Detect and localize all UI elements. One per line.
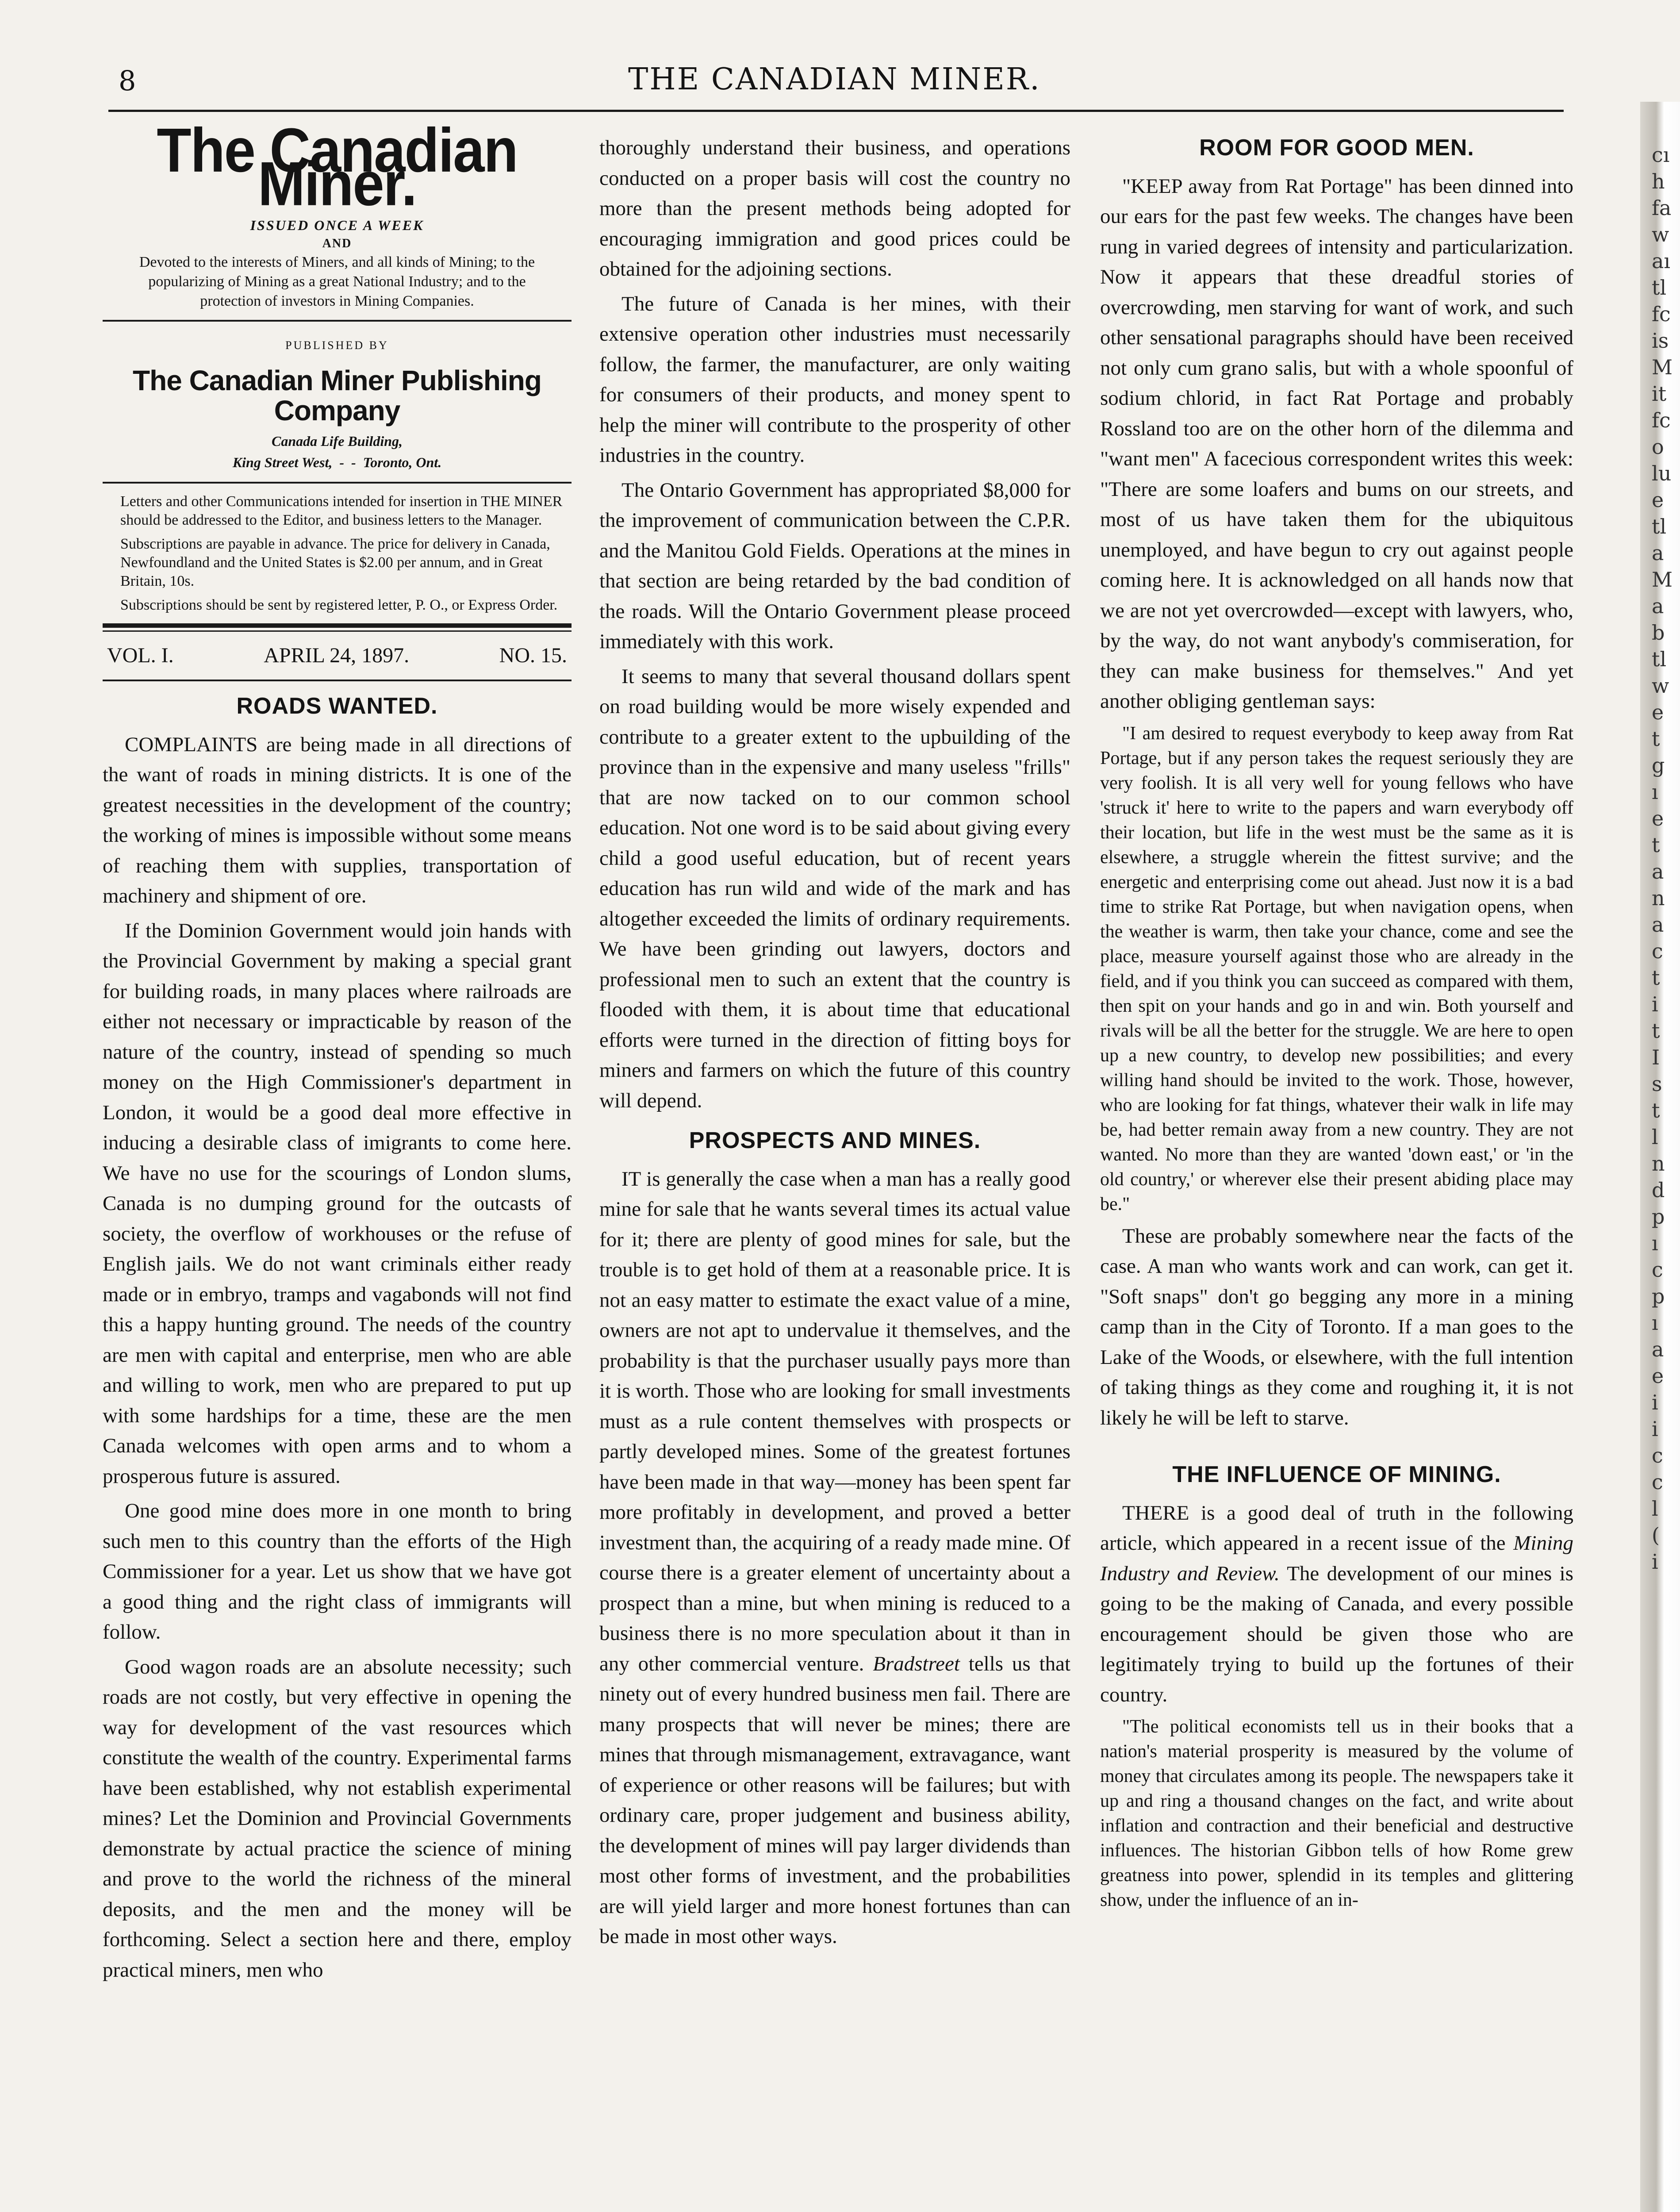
- influence-p1-head: THERE is a good deal of truth in the following article, which appeared in a recent issue of the: [1100, 1501, 1573, 1555]
- roads-p3: One good mine does more in one month to bring such men to this country than the efforts of the High Commissioner for a year. Let us show that we have got a good thing and the right class of immigrants will follow.: [103, 1499, 572, 1644]
- roads-p5: thoroughly understand their business, and operations conducted on a proper basis will cost the country no more than the present methods being adopted for encouraging immigration and good prices could be obtained for the adjoining sections.: [599, 136, 1070, 280]
- edge-fragments: [1652, 142, 1673, 1575]
- room-title: ROOM FOR GOOD MEN.: [1199, 135, 1474, 161]
- notice-remit: Subscriptions should be sent by registered letter, P. O., or Express Order.: [120, 596, 558, 613]
- influence-quote: "The political economists tell us in their books that a nation's material prosperity is measured by the volume of money that circulates among its people. The newspapers take it up and ring a thousand changes on the fact, and write about inflation and contraction and their beneficial and destructive influences. The historian Gibbon tells of how Rome grew greatness into power, splendid in its temples and glittering show, under the influence of an in-: [1100, 1717, 1573, 1910]
- edge-fragment: fc: [1652, 302, 1671, 326]
- publisher-name: The Canadian Miner Publishing Company: [133, 364, 541, 426]
- publication-notices: [103, 492, 572, 614]
- edge-fragment: e: [1652, 1364, 1664, 1388]
- header-rule: [108, 110, 1564, 112]
- edge-fragment: l: [1652, 1125, 1658, 1149]
- masthead-title: The Canadian Miner.: [157, 115, 518, 219]
- edge-fragment: I: [1652, 1045, 1660, 1069]
- column-1: [103, 115, 572, 1989]
- edge-fragment: h: [1652, 169, 1665, 193]
- roads-p8: It seems to many that several thousand dollars spent on road building would be more wisely expended and contribute to a greater extent to the upbuilding of the province than in the expensive and many useless "frills" that are now tacked on to our common school education. Not one word is to be said about giving every child a good useful education, but of recent years education has run wild and wide of the mark and has altogether exceeded the limits of ordinary requirements. We have been grinding out lawyers, doctors and professional men to such an extent that the country is flooded with them, it is about time that educational efforts were turned in the direction of fitting boys for miners and farmers on which the future of this country will depend.: [599, 664, 1070, 1112]
- edge-fragment: i: [1652, 1417, 1658, 1441]
- edge-fragment: d: [1652, 1178, 1665, 1202]
- edge-fragment: a: [1652, 913, 1664, 937]
- published-by: PUBLISHED BY: [285, 339, 389, 352]
- prospects-p1-tail: tells us that ninety out of every hundred business men fail. There are many prospects that will never be mines; there are mines that through mismanagement, extravagance, want of experience or other reasons will be failures; but with ordinary care, proper judgement and business ability, the development of mines will pay larger dividends than most other forms of investment, and the probabilities are will yield larger and more honest fortunes than can be made in most other ways.: [599, 1652, 1071, 1948]
- room-p1: "KEEP away from Rat Portage" has been dinned into our ears for the past few weeks. The changes have been rung in varied degrees of intensity and particularization. Now it appears that these dreadful stories of overcrowding, men starving for want of work, and such other sensational paragraphs should have been received not only cum grano salis, but with a whole spoonful of sodium chlorid, in fact Rat Portage and probably Rossland too are on the other horn of the dilemma and "want men" A facecious correspondent writes this week: "There are some loafers and bums on our streets, and most of us have taken them for the ubiquitous unemployed, and have begun to cry out against people coming here. It is acknowledged on all hands now that we are not yet overcrowded—except with lawyers, who, by the way, do not want anybody's commiseration, for they can make business for themselves." And yet another obliging gentleman says:: [1100, 174, 1573, 713]
- room-quote-block: [1100, 721, 1573, 1217]
- edge-fragment: (: [1652, 1523, 1660, 1547]
- edge-fragment: t: [1652, 833, 1660, 857]
- edge-fragment: a: [1652, 860, 1664, 883]
- volume-rule-top: [103, 623, 572, 628]
- edge-fragment: w: [1652, 674, 1669, 698]
- edge-fragment: t: [1652, 727, 1660, 751]
- edge-fragment: e: [1652, 700, 1664, 724]
- roads-p2: If the Dominion Government would join hands with the Provincial Government by making a special grant for building roads, in many places where railroads are either not necessary or impracticable by reason of the nature of the country, instead of spending so much money on the High Commissioner's department in London, it would be a good deal more effective in inducing a desirable class of imigrants to come here. We have no use for the scourings of London slums, Canada is no dumping ground for the outcasts of society, the overflow of workhouses or the refuse of English jails. We do not want criminals either ready made or in embryo, tramps and vagabonds will not find this a happy hunting ground. The needs of the country are men with capital and enterprise, men who are able and willing to work, men who are prepared to put up with some hardships for a time, these are the men Canada welcomes with open arms and to whom a prosperous future is assured.: [103, 919, 572, 1488]
- roads-p7: The Ontario Government has appropriated $8,000 for the improvement of communication between the C.P.R. and the Manitou Gold Fields. Operations at the mines in that section are being retarded by the bad condition of the roads. Will the Ontario Government please proceed immediately with this work.: [599, 478, 1070, 653]
- edge-fragment: c: [1652, 939, 1663, 963]
- edge-fragment: it: [1652, 382, 1667, 406]
- publisher-address: King Street West, - - Toronto, Ont.: [232, 454, 442, 470]
- roads-p4: Good wagon roads are an absolute necessity; such roads are not costly, but very effective in opening the way for development of the vast resources which constitute the wealth of the country. Experimental farms have been established, why not establish experimental mines? Let the Dominion and Provincial Governments demonstrate by actual practice the science of mining and prove to the world the richness of the mineral deposits, and the men and the money will be forthcoming. Select a section here and there, employ practical miners, men who: [103, 1655, 572, 1982]
- publisher-building: Canada Life Building,: [271, 433, 403, 449]
- edge-fragment: M: [1652, 568, 1673, 591]
- edge-fragment: l: [1652, 1497, 1658, 1521]
- edge-fragment: cı: [1652, 143, 1670, 167]
- notice-subscriptions: Subscriptions are payable in advance. The price for delivery in Canada, Newfoundland and the United States is $2.00 per annum, and in Great Britain, 10s.: [120, 535, 550, 589]
- edge-fragment: g: [1652, 753, 1665, 777]
- edge-fragment: p: [1652, 1284, 1665, 1308]
- edge-fragment: s: [1652, 1072, 1662, 1096]
- edge-fragment: t: [1652, 966, 1660, 990]
- prospects-p1: [599, 1164, 1070, 1952]
- edge-fragment: t: [1652, 1019, 1660, 1043]
- edge-fragment: t: [1652, 1098, 1660, 1122]
- influence-title: THE INFLUENCE OF MINING.: [1172, 1462, 1501, 1487]
- edge-fragment: aı: [1652, 249, 1671, 273]
- influence-p1-tail: The development of our mines is going to be the making of Canada, and every possible encouragement should be given those who are legitimately trying to build up the fortunes of their country.: [1100, 1562, 1573, 1706]
- edge-fragment: a: [1652, 594, 1664, 618]
- influence-journal-name: Mining Industry and Review.: [1100, 1532, 1574, 1585]
- address-rule: [103, 482, 572, 484]
- volume: VOL. I.: [107, 643, 174, 667]
- edge-fragment: e: [1652, 806, 1664, 830]
- edge-fragment: c: [1652, 1470, 1663, 1494]
- edge-fragment: p: [1652, 1205, 1665, 1229]
- roads-title: ROADS WANTED.: [236, 693, 438, 719]
- roads-p1: COMPLAINTS are being made in all directions of the want of roads in mining districts. It is one of the greatest necessities in the development of the country; the working of mines is impossible without some means of reaching them with supplies, transportation of machinery and shipment of ore.: [103, 733, 572, 907]
- masthead: [103, 115, 572, 484]
- masthead-description: Devoted to the interests of Miners, and all kinds of Mining; to the popularizing of Mining as a great National Industry; and to the protection of investors in Mining Companies.: [139, 254, 535, 309]
- edge-fragment: i: [1652, 1390, 1658, 1414]
- edge-fragment: fa: [1652, 196, 1672, 220]
- edge-fragment: tl: [1652, 276, 1667, 300]
- issue-number: NO. 15.: [499, 643, 567, 667]
- edge-fragment: ı: [1652, 1231, 1658, 1255]
- volume-rule-bottom: [103, 680, 572, 681]
- column-3: [1100, 133, 1573, 1917]
- edge-fragment: n: [1652, 1152, 1665, 1175]
- influence-p1: [1100, 1498, 1573, 1710]
- edge-fragment: i: [1652, 992, 1658, 1016]
- edge-fragment: lu: [1652, 461, 1672, 485]
- volume-line: [107, 641, 567, 671]
- edge-fragment: tl: [1652, 647, 1667, 671]
- prospects-p1-text: IT is generally the case when a man has a really good mine for sale that he wants several times its actual value for it; there are plenty of good mines for sale, but the trouble is to get hold of them at a reasonable price. It is not an easy matter to estimate the exact value of a mine, owners are not apt to undervalue it themselves, and the probability is that the purchaser usually pays more than it is worth. Those who are looking for small investments must as a rule content themselves with prospects or partly developed mines. Some of the greatest fortunes have been made in that way—money has been spent far more profitably in development, and proved a better investment than, the acquiring of a ready made mine. Of course there is a greater element of uncertainty about a prospect than a mine, but when mining is reduced to a business there is no more speculation about it than in any other commercial venture.: [599, 1167, 1070, 1675]
- edge-fragment: w: [1652, 223, 1669, 246]
- notice-letters: Letters and other Communications intended for insertion in THE MINER should be addressed to the Editor, and business letters to the Manager.: [120, 493, 563, 528]
- issue-date: APRIL 24, 1897.: [264, 643, 410, 667]
- roads-p6: The future of Canada is her mines, with their extensive operation other industries must necessarily follow, the farmer, the manufacturer, are only waiting for consumers of their products, and money spent to help the miner will contribute to the prosperity of other industries in the country.: [599, 292, 1070, 467]
- edge-fragment: a: [1652, 541, 1664, 565]
- room-quote: "I am desired to request everybody to keep away from Rat Portage, but if any person takes the request seriously they are very foolish. It is all very well for young fellows who have 'struck it' here to write to the papers and warn everybody off their location, but life in the west must be the same as it is elsewhere, a struggle wherein the fittest survive; and the energetic and enterprising come out ahead. Just now it is a bad time to strike Rat Portage, but when navigation opens, when the weather is warm, then take your chance, come and see the place, measure yourself against those who are already in the field, and if you think you can succeed as compared with them, then spit on your hands and go in and win. Both yourself and rivals will be all the better for the struggle. We are here to open up a new country, to develop new possibilities; and every willing hand should be invited to the work. Those, however, who are looking for fat things, whatever their walk in life may be, had better remain away from a new country. They are not wanted. No more than they are wanted 'down east,' or 'in the old country,' or wherever else their present abiding place may be.": [1100, 723, 1573, 1214]
- masthead-issued: ISSUED ONCE A WEEK: [250, 217, 424, 233]
- edge-fragment: ı: [1652, 1311, 1658, 1335]
- edge-fragment: M: [1652, 355, 1673, 379]
- running-title: THE CANADIAN MINER.: [628, 62, 1041, 97]
- edge-fragment: c: [1652, 1258, 1663, 1282]
- edge-fragment: is: [1652, 329, 1669, 353]
- edge-fragment: b: [1652, 621, 1665, 645]
- publisher-street: King Street West,: [232, 454, 333, 470]
- column-2: [599, 133, 1070, 1956]
- edge-fragment: i: [1652, 1550, 1658, 1574]
- edge-fragment: c: [1652, 1444, 1663, 1467]
- edge-fragment: a: [1652, 1337, 1664, 1361]
- page-number: 8: [119, 65, 136, 97]
- edge-fragment: ı: [1652, 780, 1658, 804]
- room-p2: These are probably somewhere near the facts of the case. A man who wants work and can work, can get it. "Soft snaps" don't go begging any more in a mining camp than in the City of Toronto. If a man goes to the Lake of the Woods, or elsewhere, with the full intention of taking things as they come and roughing it, it is not likely he will be left to starve.: [1100, 1224, 1573, 1429]
- edge-fragment: o: [1652, 435, 1664, 459]
- prospects-bradstreet: Bradstreet: [873, 1652, 960, 1675]
- running-header: [0, 62, 1680, 102]
- publisher-city: Toronto, Ont.: [363, 454, 442, 470]
- masthead-and: AND: [322, 237, 352, 250]
- edge-fragment: tl: [1652, 515, 1667, 538]
- edge-fragment: n: [1652, 886, 1665, 910]
- volume-rule-top-thin: [103, 630, 572, 632]
- edge-fragment: fc: [1652, 408, 1671, 432]
- edge-fragment: e: [1652, 488, 1664, 512]
- influence-quote-block: [1100, 1714, 1573, 1912]
- masthead-rule: [103, 320, 572, 322]
- prospects-title: PROSPECTS AND MINES.: [689, 1128, 981, 1153]
